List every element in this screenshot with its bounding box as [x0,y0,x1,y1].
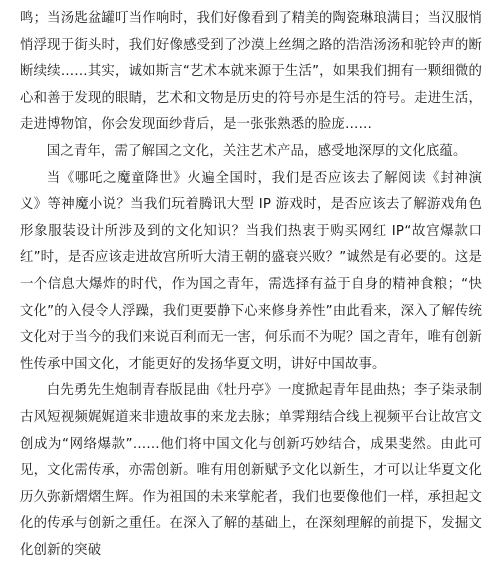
paragraph-3: 当《哪吒之魔童降世》火遍全国时，我们是否应该去了解阅读《封神演义》等神魔小说？当我们玩着腾讯大型 IP 游戏时，是否应该去了解游戏角色形象服装设计所涉及到的文化知识？当我们热衷于购买网红 IP“故宫爆款口红”时，是否应该走进故宫所听大清王朝的盛衰兴败？”诚然是有必要的。这是一个信息大爆炸的时代，作为国之青年，需选择有益于自身的精神食粮；“快文化”的入侵令人浮躁，我们更要静下心来修身养性”由此看来，深入了解传统文化对于当今的我们来说百利而无一害，何乐而不为呢？国之青年，唯有创新性传承中国文化，才能更好的发扬华夏文明，讲好中国故事。 [20,170,482,372]
paragraph-1: 鸣；当汤匙盆罐叮当作响时，我们好像看到了精美的陶瓷琳琅满目；当汉服悄悄浮现于街头时，我们好像感受到了沙漠上丝绸之路的浩浩汤汤和驼铃声的断断续续……其实，诚如斯言“艺术本就来源于生活”，如果我们拥有一颗细微的心和善于发现的眼睛，艺术和文物是历史的符号亦是生活的符号。走进生活，走进博物馆，你会发现面纱背后，是一张张熟悉的脸庞…… [20,11,482,133]
document-page [20,6,482,564]
paragraph-4: 白先勇先生炮制青春版昆曲《牡丹亭》一度掀起青年昆曲热；李子柒录制古风短视频娓娓道来非遗故事的来龙去脉；单霁翔结合线上视频平台让故宫文创成为“网络爆款”……他们将中国文化与创新巧妙结合，成果斐然。由此可见，文化需传承，亦需创新。唯有用创新赋予文化以新生，才可以让华夏文化历久弥新熠熠生辉。作为祖国的未来掌舵者，我们也要像他们一样，承担起文化的传承与创新之重任。在深入了解的基础上，在深刻理解的前提下，发掘文化创新的突破 [20,383,482,558]
paragraph-2: 国之青年，需了解国之文化，关注艺术产品，感受地深厚的文化底蕴。 [46,143,467,159]
